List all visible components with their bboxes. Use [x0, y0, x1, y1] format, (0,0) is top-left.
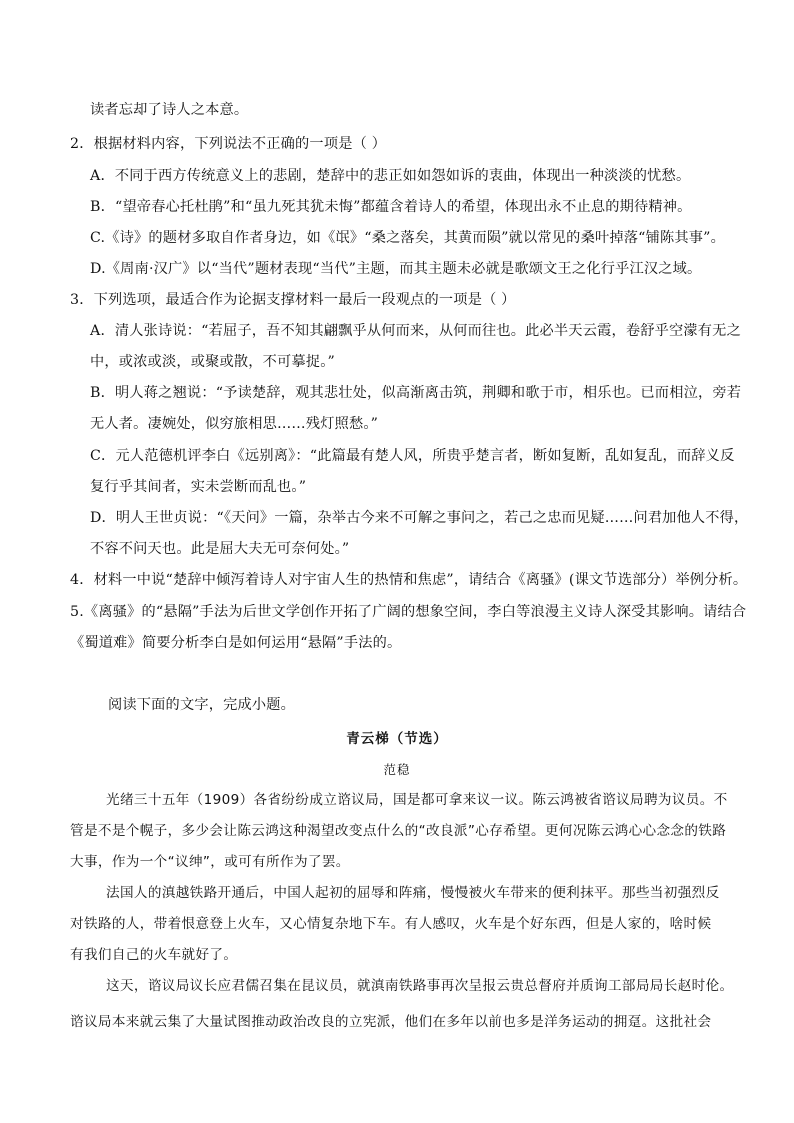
question-2-option-b: B．“望帝春心托杜鹃”和“虽九死其犹未悔”都蕴含着诗人的希望，体现出永不止息的期待精神。	[90, 199, 692, 215]
paragraph-1-line-3: 大事，作为一个“议绅”，或可有所作为了罢。	[70, 854, 350, 870]
paragraph-2-line-3: 有我们自己的火车就好了。	[70, 947, 238, 963]
passage-title: 青云梯（节选）	[346, 731, 448, 747]
text-line: 读者忘却了诗人之本意。	[90, 102, 249, 118]
question-4: 4．材料一中说“楚辞中倾泻着诗人对宇宙人生的热情和焦虑”，请结合《离骚》(课文节选部分）举例分析。	[70, 572, 748, 588]
paragraph-2-line-2: 对铁路的人，带着恨意登上火车，又心情复杂地下车。有人感叹，火车是个好东西，但是人家的，啥时候	[70, 916, 712, 932]
question-2-option-a: A．不同于西方传统意义上的悲剧，楚辞中的悲正如如怨如诉的衷曲，体现出一种淡淡的忧愁。	[90, 168, 691, 184]
passage-author: 范稳	[383, 762, 411, 777]
question-3-option-a-cont: 中，或浓或淡，或聚或散，不可摹捉。”	[90, 354, 335, 370]
question-3: 3．下列选项，最适合作为论据支撑材料一最后一段观点的一项是（ ）	[70, 292, 516, 308]
question-3-option-a: A．清人张诗说：“若屈子，吾不知其翩飘乎从何而来，从何而往也。此必半天云霞，卷舒乎空濛有无之	[90, 323, 741, 339]
question-5: 5.《离骚》的“悬隔”手法为后世文学创作开拓了广阔的想象空间，李白等浪漫主义诗人深受其影响。请结合	[70, 604, 747, 620]
question-2-option-c: C.《诗》的题材多取自作者身边，如《氓》“桑之落矣，其黄而陨”就以常见的桑叶掉落“铺陈其事”。	[90, 230, 725, 246]
question-2: 2．根据材料内容，下列说法不正确的一项是（ ）	[70, 136, 387, 152]
question-3-option-b-cont: 无人者。凄婉处，似穷旅相思……残灯照愁。”	[90, 416, 379, 432]
question-3-option-c-cont: 复行乎其间者，实未尝断而乱也。”	[90, 479, 307, 495]
question-3-option-b: B．明人蒋之翘说：“予读楚辞，观其悲壮处，似高渐离击筑，荆卿和歌于市，相乐也。已而相泣，旁若	[90, 385, 742, 401]
question-2-option-d: D.《周南·汉广》以“当代”题材表现“当代”主题，而其主题未必就是歌颂文王之化行乎江汉之域。	[90, 261, 702, 277]
question-3-option-d-cont: 不容不问天也。此是屈大夫无可奈何处。”	[90, 541, 350, 557]
paragraph-3-line-1: 这天，谘议局议长应君儒召集在昆议员，就滇南铁路事再次呈报云贵总督府并质询工部局局长赵时伦。	[106, 978, 734, 994]
paragraph-3-line-2: 谘议局本来就云集了大量试图推动政治改良的立宪派，他们在多年以前也多是洋务运动的拥趸。这批社会	[70, 1014, 712, 1030]
reading-instruction: 阅读下面的文字，完成小题。	[108, 697, 296, 713]
question-3-option-d: D．明人王世贞说：“《天问》一篇，杂举古今来不可解之事问之，若己之忠而见疑……问君加他人不得，	[90, 510, 749, 526]
question-5-cont: 《蜀道难》简要分析李白是如何运用“悬隔”手法的。	[70, 635, 402, 651]
question-3-option-c: C．元人范德机评李白《远别离》：“此篇最有楚人风，所贵乎楚言者，断如复断，乱如复乱，而辞义反	[90, 448, 735, 464]
paragraph-1-line-2: 管是不是个幌子，多少会让陈云鸿这种渴望改变点什么的“改良派”心存希望。更何况陈云鸿心心念念的铁路	[70, 823, 727, 839]
paragraph-1-line-1: 光绪三十五年（1909）各省纷纷成立谘议局，国是都可拿来议一议。陈云鸿被省谘议局聘为议员。不	[106, 792, 728, 808]
paragraph-2-line-1: 法国人的滇越铁路开通后，中国人起初的屈辱和阵痛，慢慢被火车带来的便利抹平。那些当初强烈反	[106, 885, 720, 901]
